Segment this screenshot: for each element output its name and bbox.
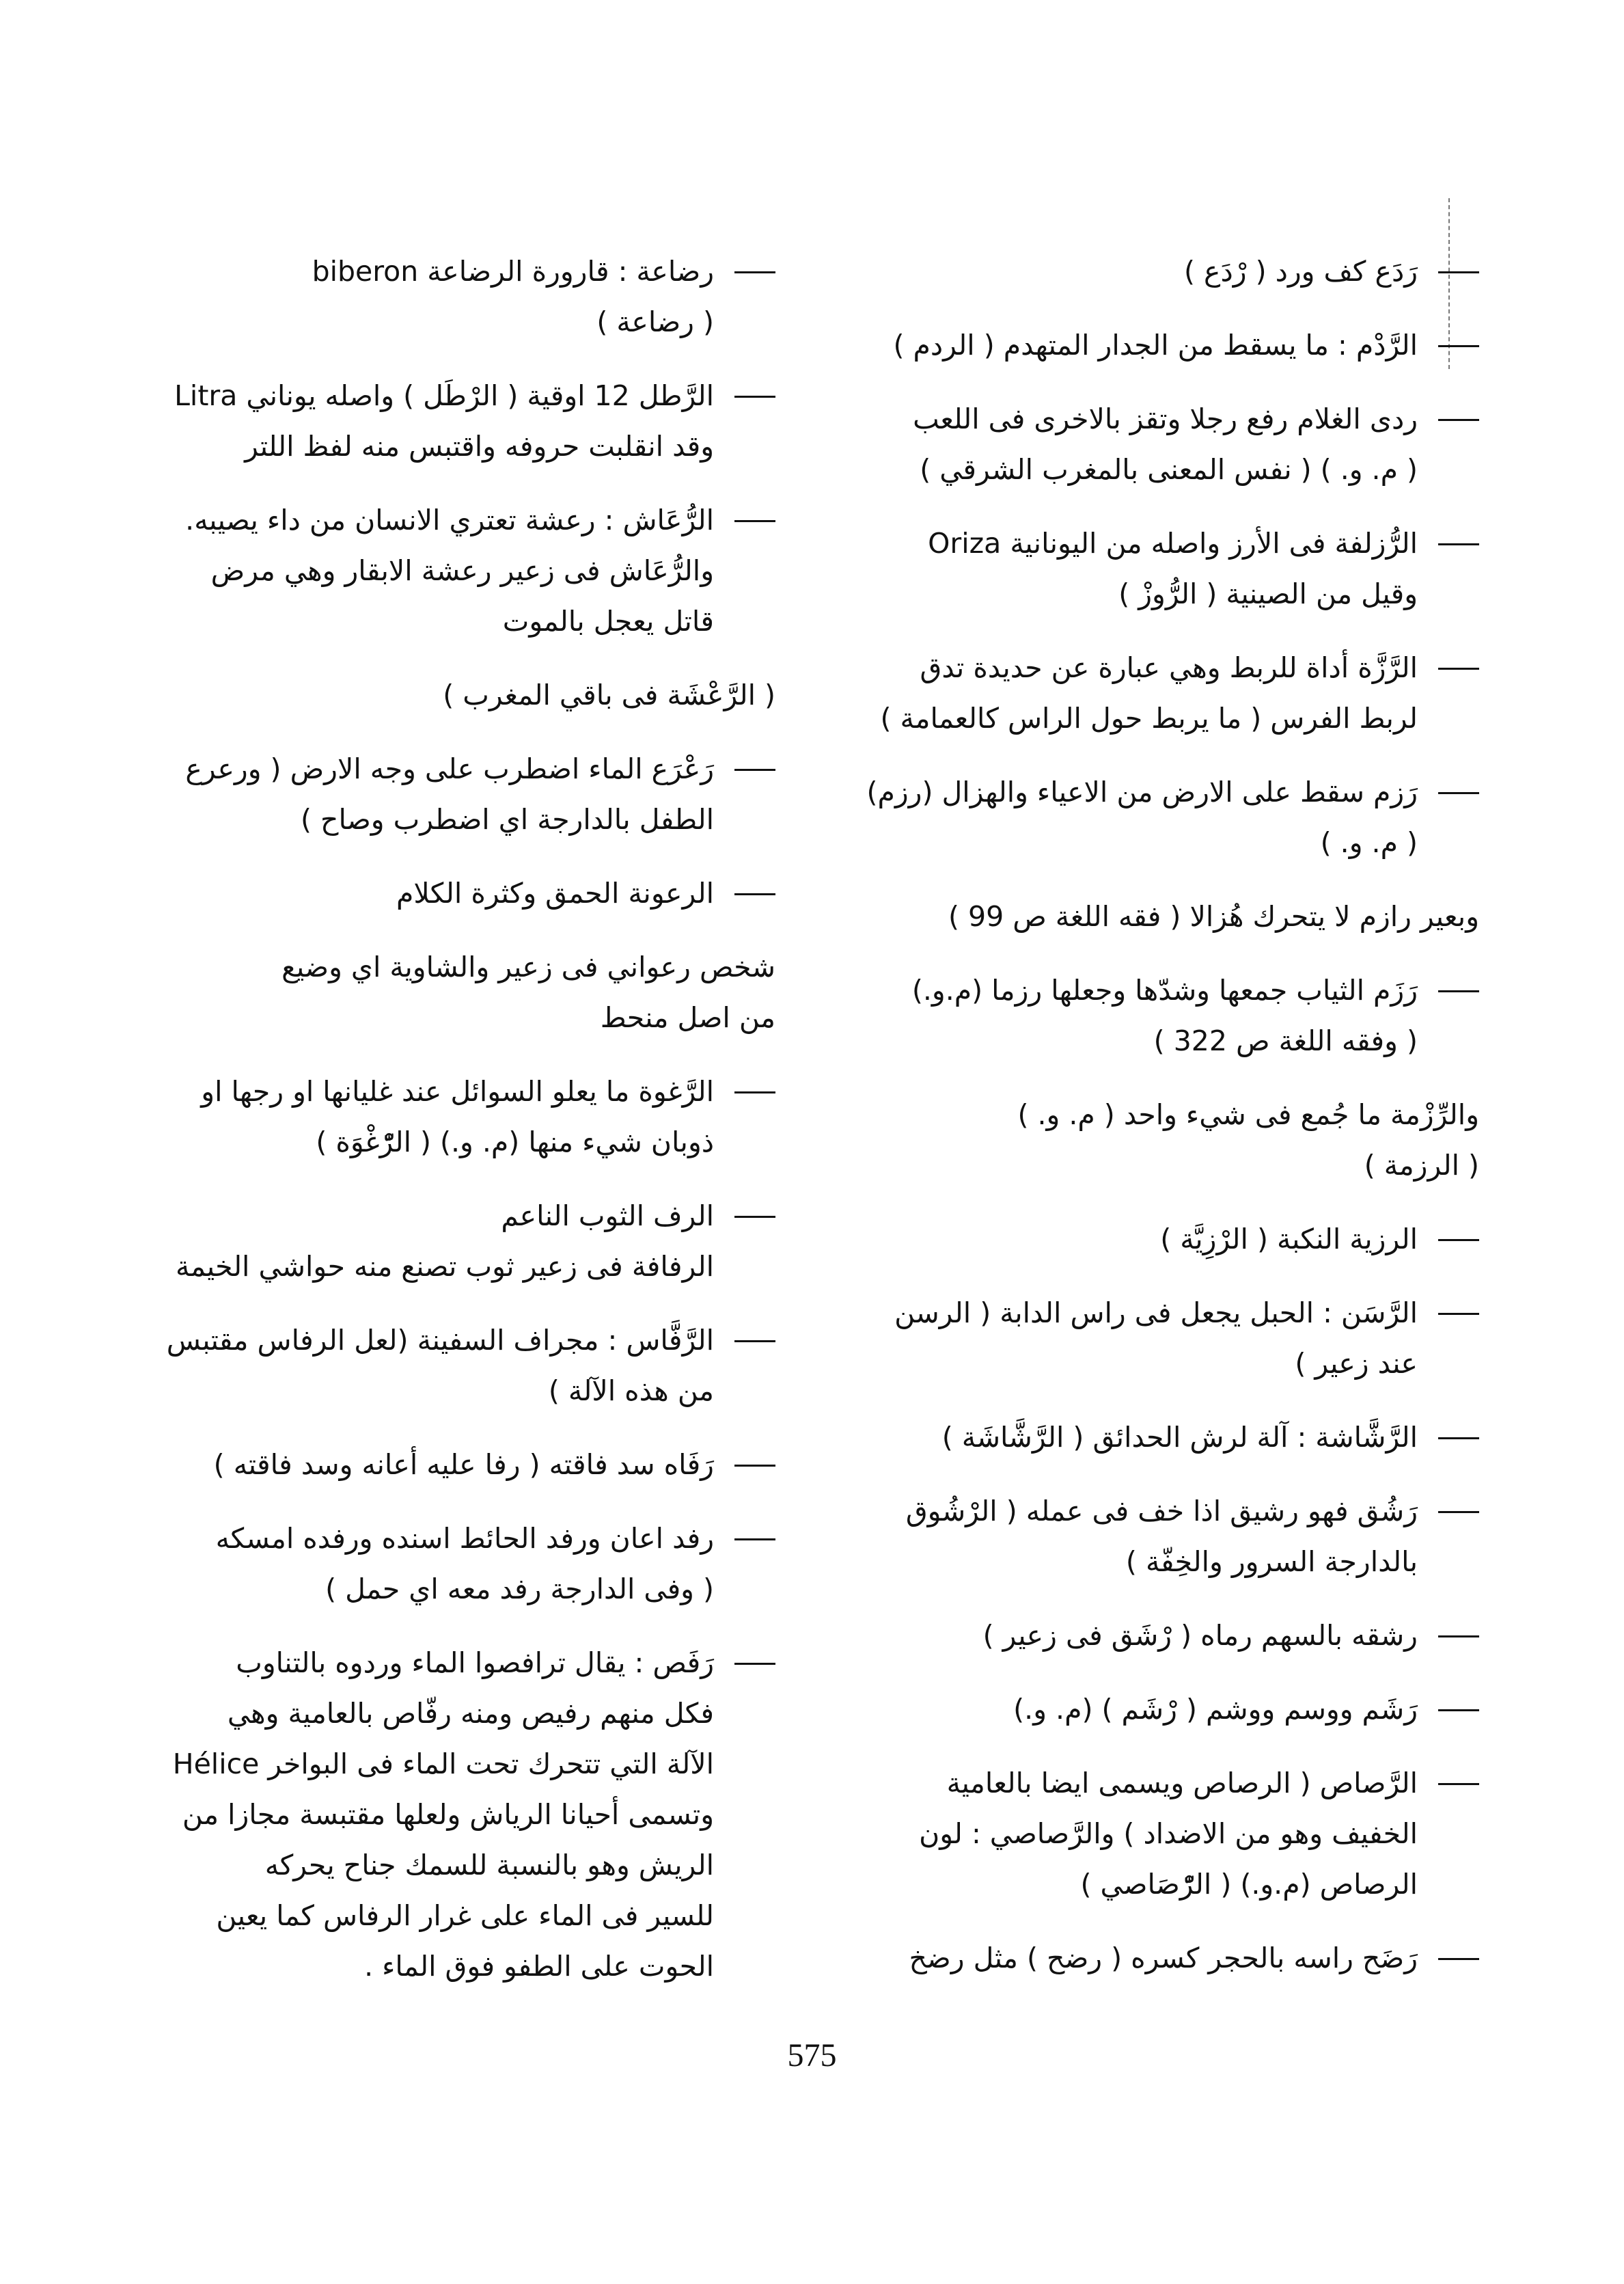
entry-line: الحوت على الطفو فوق الماء . (364, 1950, 714, 1983)
entry-dash (1438, 518, 1479, 569)
dictionary-entry (147, 670, 775, 720)
dictionary-entry (147, 1513, 775, 1614)
right-column (851, 246, 1479, 2007)
entry-line: قاتل يعجل بالموت (502, 605, 714, 638)
entry-dash (1438, 1412, 1479, 1463)
dictionary-entry (147, 495, 775, 647)
entry-line: ( رضاعة ) (596, 305, 714, 338)
entry-line: رَفَاه سد فاقته ( رفا عليه أعانه وسد فاقته ) (213, 1448, 714, 1481)
dictionary-entry (851, 518, 1479, 619)
entry-line: الرَّفَّاس : مجراف السفينة (لعل الرفاس مقتبس (166, 1324, 714, 1357)
entry-line: الرعونة الحمق وكثرة الكلام (396, 877, 714, 910)
entry-line: الرَّصاص ( الرصاص ويسمى ايضا بالعامية (946, 1767, 1418, 1799)
entry-dash (734, 495, 775, 545)
entry-dash (734, 1439, 775, 1490)
dictionary-entry (147, 1066, 775, 1167)
entry-dash (734, 1315, 775, 1365)
entry-line: رَزم سقط على الارض من الاعياء والهزال (رزم) (866, 776, 1418, 808)
entry-dash (734, 868, 775, 919)
entry-line: وتسمى أحيانا الرياش ولعلها مقتبسة مجازا من (182, 1798, 714, 1831)
entry-line: رَشُق فهو رشيق اذا خف فى عمله ( الرْشُوق (905, 1495, 1418, 1527)
entry-line: الرَّزَّة أداة للربط وهي عبارة عن حديدة تدق (920, 651, 1418, 684)
dictionary-entry (851, 965, 1479, 1066)
entry-dash (734, 744, 775, 794)
dictionary-entry (851, 1758, 1479, 1909)
entry-line: وقد انقلبت حروفه واقتبس منه لفظ اللتر (245, 430, 714, 463)
entry-line: وقيل من الصينية ( الرُّوزْ ) (1118, 577, 1418, 610)
dictionary-entry (147, 1439, 775, 1490)
dictionary-entry (851, 1214, 1479, 1264)
entry-line: رفد اعان ورفد الحائط اسنده ورفده امسكه (215, 1522, 714, 1555)
dictionary-entry (851, 246, 1479, 297)
entry-dash (1438, 642, 1479, 693)
entry-line: رضاعة : قارورة الرضاعة biberon (312, 255, 714, 288)
dictionary-entry (851, 1412, 1479, 1463)
dictionary-entry (147, 942, 775, 1043)
dictionary-entry (147, 1637, 775, 1991)
left-column (147, 246, 775, 2015)
entry-line: ذوبان شيء منها (م. و.) ( الرّْغْوَة ) (316, 1126, 714, 1158)
dictionary-entry (147, 868, 775, 919)
entry-dash (1438, 246, 1479, 297)
dictionary-entry (851, 1089, 1479, 1191)
entry-line: ( وفى الدارجة رفد معه اي حمل ) (325, 1573, 714, 1605)
entry-dash (734, 370, 775, 421)
entry-line: ( م. و. ) ( نفس المعنى بالمغرب الشرقي ) (920, 453, 1418, 486)
entry-line: من هذه الآلة ) (548, 1374, 714, 1407)
dictionary-entry (851, 394, 1479, 495)
dictionary-entry (147, 1315, 775, 1416)
entry-line: رَعْرَع الماء اضطرب على وجه الارض ( ورعرع (185, 752, 714, 785)
entry-line: الريش وهو بالنسبة للسمك جناح يحركه (264, 1849, 714, 1881)
entry-line: الرف الثوب الناعم (501, 1199, 714, 1232)
entry-dash (1438, 1933, 1479, 1983)
dictionary-entry (851, 1486, 1479, 1587)
dictionary-entry (851, 1288, 1479, 1389)
entry-line: الرَّطل 12 اوقية ( الرْطَل ) واصله يوناني Litra (174, 379, 714, 412)
entry-line: ( م. و. ) (1320, 826, 1418, 859)
entry-line: للسير فى الماء على غرار الرفاس كما يعين (216, 1899, 714, 1932)
entry-line: الخفيف وهو من الاضداد ) والرَّصاصي : لون (919, 1817, 1418, 1850)
entry-dash (1438, 1758, 1479, 1808)
entry-line: الآلة التي تتحرك تحت الماء فى البواخر Hélice (172, 1748, 714, 1780)
entry-line: الرصاص (م.و.) ( الرّْصَاصي ) (1080, 1868, 1418, 1901)
entry-line: ردى الغلام رفع رجلا وتقز بالاخرى فى اللعب (913, 403, 1418, 435)
entry-line: الرَّشَّاشة : آلة لرش الحدائق ( الرَّشَّاشَة ) (941, 1421, 1418, 1454)
page-number: 575 (787, 2037, 837, 2074)
dictionary-entry (851, 320, 1479, 370)
entry-dash (1438, 1288, 1479, 1338)
dictionary-entry (851, 642, 1479, 744)
dictionary-entry (147, 744, 775, 845)
entry-line: ( الرَّعْشَة فى باقي المغرب ) (443, 679, 775, 711)
entry-dash (1438, 1610, 1479, 1661)
entry-line: فكل منهم رفيص ومنه رفّاص بالعامية وهي (227, 1697, 714, 1730)
entry-line: لربط الفرس ( ما يربط حول الراس كالعمامة ) (880, 702, 1418, 735)
entry-dash (1438, 320, 1479, 370)
entry-line: الرُّزلفة فى الأرز واصله من اليونانية Oriza (928, 527, 1418, 560)
entry-line: والرُّعَاش فى زعير رعشة الابقار وهي مرض (210, 554, 714, 587)
entry-dash (734, 1066, 775, 1117)
dictionary-entry (851, 1610, 1479, 1661)
entry-line: ( وفقه اللغة ص 322 ) (1153, 1024, 1418, 1057)
entry-line: ( الرزمة ) (1364, 1149, 1479, 1182)
entry-dash (734, 246, 775, 297)
entry-line: الرُّعَاش : رعشة تعتري الانسان من داء يصيبه. (185, 504, 714, 536)
entry-line: وبعير رازم لا يتحرك هُزالا ( فقه اللغة ص 99 ) (948, 900, 1479, 933)
entry-dash (1438, 1214, 1479, 1264)
entry-line: رشقه بالسهم رماه ( رْشَق فى زعير ) (982, 1619, 1418, 1652)
entry-line: الرَّسَن : الحبل يجعل فى راس الدابة ( الرسن (894, 1296, 1418, 1329)
entry-line: رَشَم ووسم ووشم ( رْشَم ) (م. و.) (1013, 1693, 1418, 1726)
entry-line: عند زعير ) (1295, 1347, 1418, 1380)
entry-line: من اصل منحط (600, 1001, 775, 1034)
entry-line: والرِّزْمة ما جُمع فى شيء واحد ( م. و. ) (1017, 1098, 1479, 1131)
dictionary-entry (147, 370, 775, 472)
entry-line: رَدَع كف ورد ( رْدَع ) (1183, 255, 1418, 288)
dictionary-entry (147, 1191, 775, 1292)
entry-line: شخص رعواني فى زعير والشاوية اي وضيع (281, 951, 775, 983)
entry-dash (1438, 1684, 1479, 1735)
entry-line: الرفافة فى زعير ثوب تصنع منه حواشي الخيمة (176, 1250, 714, 1283)
entry-line: الرَّغوة ما يعلو السوائل عند غليانها او رجها او (201, 1075, 714, 1108)
entry-dash (734, 1191, 775, 1241)
entry-line: رَزَم الثياب جمعها وشدّها وجعلها رزما (م.و.) (911, 974, 1418, 1007)
entry-line: بالدارجة السرور والخِفّة ) (1125, 1545, 1418, 1578)
entry-dash (1438, 767, 1479, 817)
entry-dash (1438, 1486, 1479, 1536)
entry-line: رَضَح راسه بالحجر كسره ( رضح ) مثل رضخ (909, 1942, 1418, 1974)
entry-dash (1438, 394, 1479, 444)
entry-line: رَفَص : يقال ترافصوا الماء وردوه بالتناوب (236, 1646, 714, 1679)
dictionary-entry (851, 767, 1479, 868)
dictionary-entry (851, 1933, 1479, 1983)
entry-line: الرَّدْم : ما يسقط من الجدار المتهدم ( الردم ) (893, 329, 1418, 362)
entry-dash (734, 1637, 775, 1688)
entry-dash (734, 1513, 775, 1564)
entry-line: الرزية النكبة ( الرْزِيَّة ) (1160, 1223, 1418, 1255)
entry-dash (1438, 965, 1479, 1016)
dictionary-entry (851, 1684, 1479, 1735)
dictionary-entry (851, 891, 1479, 942)
entry-line: الطفل بالدارجة اي اضطرب وصاح ) (300, 803, 714, 836)
dictionary-entry (147, 246, 775, 347)
